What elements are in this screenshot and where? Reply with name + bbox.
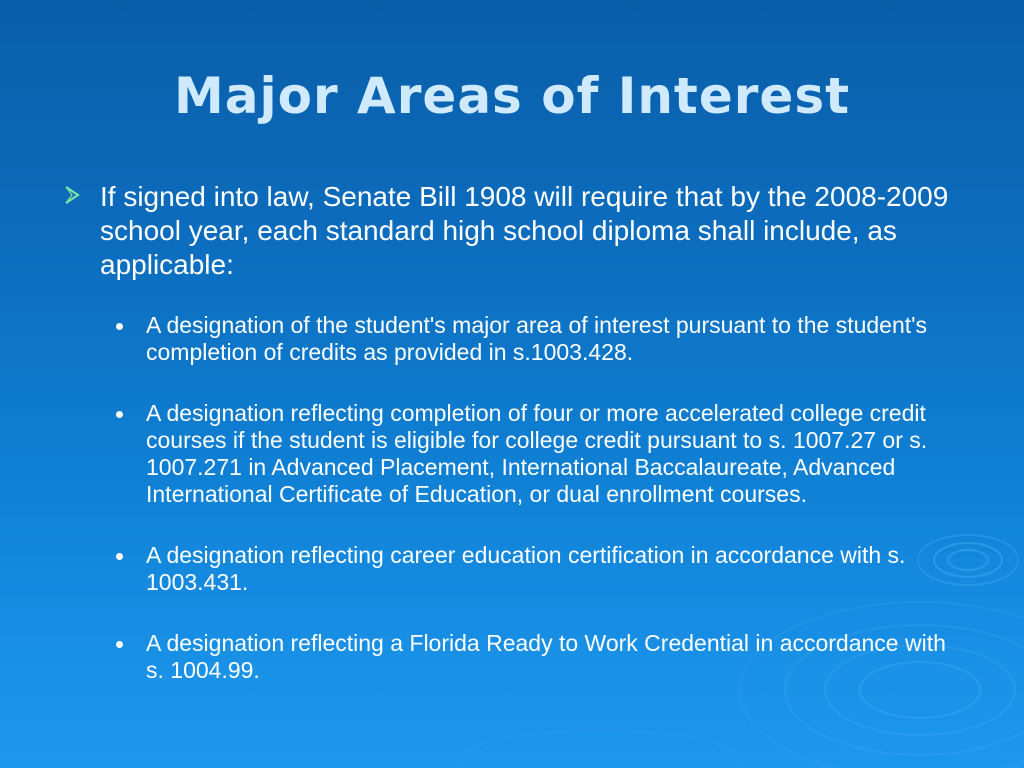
list-item bbox=[60, 312, 956, 366]
slide-title: Major Areas of Interest bbox=[174, 67, 850, 125]
sub-bullet-text: A designation reflecting completion of four or more accelerated college credit courses if the student is eligible for college credit pursuant to s. 1007.27 or s. 1007.271 in Advanced Placement, International Baccalaureate, Advanced International Certificate of Education, or dual enrollment courses. bbox=[146, 400, 928, 507]
dot-bullet-icon bbox=[116, 641, 123, 648]
slide-content bbox=[60, 180, 980, 718]
list-item bbox=[60, 400, 956, 508]
sub-bullet-text: A designation of the student's major area of interest pursuant to the student's completion of credits as provided in s.1003.428. bbox=[146, 312, 928, 365]
sub-bullet-list bbox=[60, 312, 980, 684]
dot-bullet-icon bbox=[116, 323, 123, 330]
dot-bullet-icon bbox=[116, 411, 123, 418]
main-bullet-item bbox=[60, 180, 980, 282]
list-item bbox=[60, 630, 956, 684]
main-bullet-text: If signed into law, Senate Bill 1908 will require that by the 2008-2009 school year, each standard high school diploma shall include, as applicable: bbox=[100, 181, 949, 280]
dot-bullet-icon bbox=[116, 553, 123, 560]
arrow-bullet-icon bbox=[64, 183, 82, 207]
list-item bbox=[60, 542, 956, 596]
sub-bullet-text: A designation reflecting career education certification in accordance with s. 1003.431. bbox=[146, 542, 906, 595]
sub-bullet-text: A designation reflecting a Florida Ready to Work Credential in accordance with s. 1004.99. bbox=[146, 630, 946, 683]
